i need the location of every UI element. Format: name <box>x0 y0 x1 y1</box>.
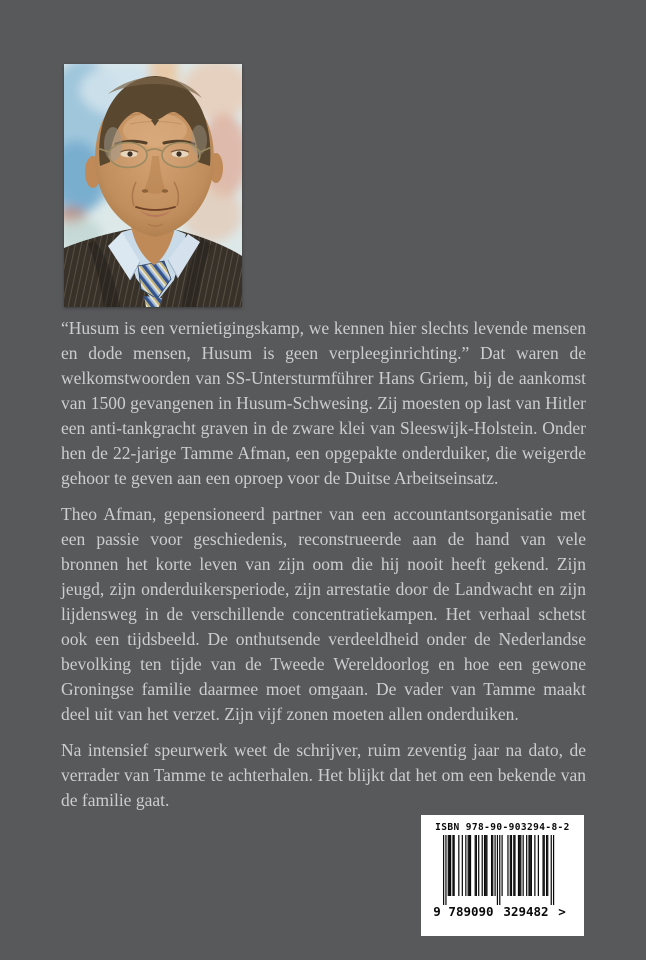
barcode-digits-group2: 329482 <box>503 904 549 919</box>
ean13-bars <box>443 835 554 905</box>
blurb-paragraph-3: Na intensief speurwerk weet de schrijver, ruim zeventig jaar na dato, de verrader van Tamme te achterhalen. Het blijkt dat het om een bekende van de familie gaat. <box>61 740 586 810</box>
blurb-paragraph-1: “Husum is een vernietigingskamp, we kennen hier slechts levende mensen en dode mensen, Husum is geen verpleeginrichting.” Dat waren de welkomstwoorden van SS-Untersturmführer Hans Griem, bij de aankomst van 1500 gevangenen in Husum-Schwesing. Zij moesten op last van Hitler een anti-tankgracht graven in de zware klei van Sleeswijk-Holstein. Onder hen de 22-jarige Tamme Afman, een opgepakte onderduiker, die weigerde gehoor te geven aan een oproep voor de Duitse Arbeitseinsatz. <box>61 318 586 488</box>
back-cover-text <box>61 316 586 813</box>
author-photo <box>64 64 242 307</box>
barcode-digits-group1: 789090 <box>448 904 494 919</box>
barcode-digit-left: 9 <box>433 904 441 919</box>
barcode-panel <box>421 815 584 936</box>
blurb-paragraph-2: Theo Afman, gepensioneerd partner van een accountantsorganisatie met een passie voor geschiedenis, reconstrueerde aan de hand van vele bronnen het korte leven van zijn oom die hij nooit heeft gekend. Zijn jeugd, zijn onderduikersperiode, zijn arrestatie door de Landwacht en zijn lijdensweg in de verschillende concentratiekampen. Het verhaal schetst ook een tijdsbeeld. De onthutsende verdeeldheid onder de Nederlandse bevolking ten tijde van de Tweede Wereldoorlog en hoe een gewone Groningse familie daarmee moet omgaan. De vader van Tamme maakt deel uit van het verzet. Zijn vijf zonen moeten allen onderduiken. <box>61 504 586 724</box>
author-portrait-art <box>64 64 242 307</box>
ean13-barcode <box>421 835 584 919</box>
isbn-label: ISBN 978-90-903294-8-2 <box>435 822 570 833</box>
barcode-quiet-zone-mark: > <box>558 904 566 919</box>
